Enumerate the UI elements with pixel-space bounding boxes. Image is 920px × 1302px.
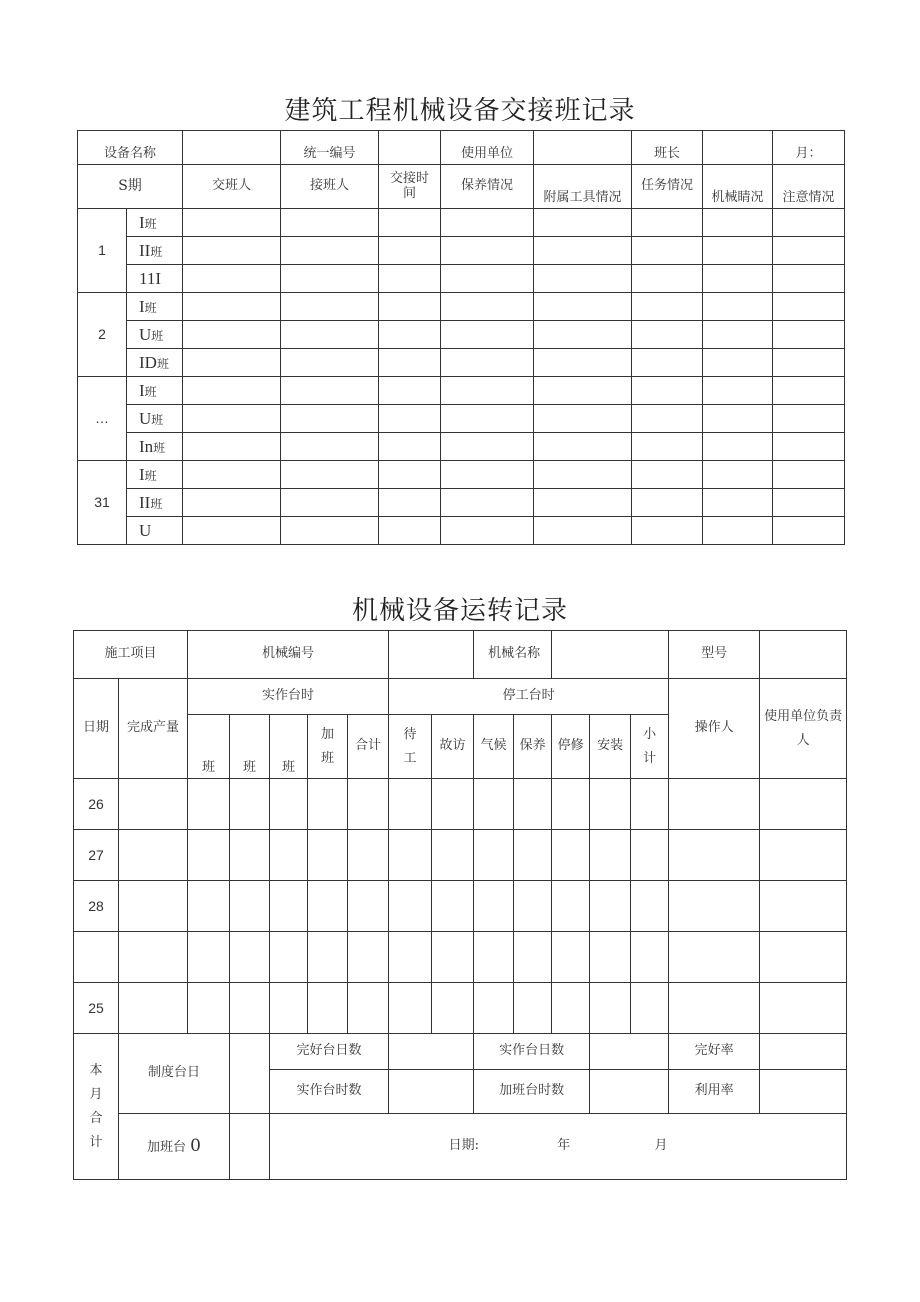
actual-days-label: 实作台日数: [474, 1034, 590, 1070]
shift-mark: I: [139, 380, 145, 400]
operation-cell[interactable]: [308, 881, 348, 932]
operation-cell[interactable]: [514, 881, 552, 932]
operation-cell[interactable]: [308, 983, 348, 1034]
handover-cell[interactable]: [632, 377, 703, 405]
handover-cell[interactable]: [379, 209, 441, 237]
shift-mark: U: [139, 324, 152, 344]
handover-cell[interactable]: [703, 237, 773, 265]
shift-label: [127, 517, 183, 545]
user-unit-label: 使用单位: [441, 131, 534, 165]
operation-cell[interactable]: [760, 983, 847, 1034]
operation-cell[interactable]: [552, 983, 590, 1034]
handover-cell[interactable]: [441, 265, 534, 293]
shift-suffix: 班: [151, 412, 164, 427]
unified-no-label: 统一编号: [281, 131, 379, 165]
operation-title: 机械设备运转记录: [351, 596, 568, 626]
operation-cell[interactable]: [669, 830, 760, 881]
col-handover-time: 交接时间: [379, 165, 441, 209]
col-date: S期: [78, 165, 183, 209]
overtime-days-field[interactable]: [230, 1114, 270, 1180]
shift-label: [127, 461, 183, 489]
operation-cell[interactable]: [552, 830, 590, 881]
operation-cell[interactable]: [514, 830, 552, 881]
col-op-maintenance: 保养: [514, 715, 552, 779]
operation-cell[interactable]: [432, 881, 474, 932]
shift-mark: U: [139, 520, 152, 540]
operation-cell[interactable]: [348, 932, 389, 983]
handover-cell[interactable]: [183, 405, 281, 433]
handover-cell[interactable]: [281, 377, 379, 405]
table-row: [74, 932, 847, 983]
operation-cell[interactable]: [474, 830, 514, 881]
col-fault: 故访: [432, 715, 474, 779]
table-row: [74, 779, 847, 830]
operation-cell[interactable]: [590, 779, 631, 830]
handover-cell[interactable]: [534, 377, 632, 405]
shift-mark: In: [139, 436, 154, 456]
handover-table: [77, 130, 845, 545]
col-shift3: 班: [270, 715, 308, 779]
operation-cell[interactable]: [552, 779, 590, 830]
handover-cell[interactable]: [534, 237, 632, 265]
shift-suffix: 班: [156, 356, 169, 371]
operation-cell[interactable]: [590, 830, 631, 881]
handover-cell[interactable]: [281, 237, 379, 265]
col-overtime: 加班: [308, 715, 348, 779]
handover-cell[interactable]: [773, 321, 845, 349]
operation-cell[interactable]: [669, 932, 760, 983]
overtime-days-cell: [119, 1114, 230, 1180]
handover-cell[interactable]: [773, 377, 845, 405]
operation-cell[interactable]: [389, 932, 432, 983]
operation-cell[interactable]: [590, 932, 631, 983]
shift-suffix: 班: [151, 328, 164, 343]
col-receiver: 接班人: [281, 165, 379, 209]
operation-cell[interactable]: [474, 983, 514, 1034]
shift-mark: I: [139, 464, 145, 484]
shift-label: [127, 433, 183, 461]
operation-cell[interactable]: [760, 932, 847, 983]
col-install: 安装: [590, 715, 631, 779]
shift-label: [127, 321, 183, 349]
col-stop-hours: 停工台时: [389, 679, 669, 715]
shift-label: [127, 265, 183, 293]
unified-no-field[interactable]: [379, 131, 441, 165]
handover-cell[interactable]: [534, 517, 632, 545]
operation-cell[interactable]: [348, 830, 389, 881]
handover-cell[interactable]: [379, 489, 441, 517]
handover-cell[interactable]: [183, 517, 281, 545]
operation-cell[interactable]: [188, 932, 230, 983]
handover-cell[interactable]: [773, 433, 845, 461]
handover-cell[interactable]: [441, 461, 534, 489]
handover-cell[interactable]: [703, 377, 773, 405]
handover-cell[interactable]: [281, 405, 379, 433]
actual-hours-field[interactable]: [389, 1070, 474, 1114]
handover-cell[interactable]: [379, 349, 441, 377]
operation-cell[interactable]: [270, 932, 308, 983]
user-unit-field[interactable]: [534, 131, 632, 165]
col-machine: 机械睛况: [703, 165, 773, 209]
shift-mark: I: [139, 296, 145, 316]
handover-cell[interactable]: [441, 293, 534, 321]
row-date: 28: [74, 881, 119, 932]
shift-label: [127, 349, 183, 377]
handover-cell[interactable]: [183, 237, 281, 265]
operation-cell[interactable]: [230, 932, 270, 983]
operation-cell[interactable]: [552, 932, 590, 983]
operation-cell[interactable]: [669, 779, 760, 830]
shift-suffix: 班: [150, 496, 163, 511]
handover-cell[interactable]: [534, 489, 632, 517]
handover-cell[interactable]: [441, 321, 534, 349]
shift-suffix: 班: [150, 244, 163, 259]
operation-cell[interactable]: [432, 932, 474, 983]
good-rate-field[interactable]: [760, 1034, 847, 1070]
table-row: [74, 881, 847, 932]
operation-rows: [74, 779, 847, 1034]
operation-cell[interactable]: [631, 932, 669, 983]
handover-cell[interactable]: [534, 405, 632, 433]
handover-cell[interactable]: [534, 293, 632, 321]
shift-suffix: 班: [153, 440, 166, 455]
shift-suffix: 班: [144, 384, 157, 399]
handover-cell[interactable]: [183, 293, 281, 321]
overtime-days-label: 加班台: [147, 1139, 187, 1155]
handover-cell[interactable]: [534, 321, 632, 349]
handover-cell[interactable]: [379, 405, 441, 433]
handover-cell[interactable]: [773, 405, 845, 433]
handover-cell[interactable]: [441, 377, 534, 405]
operation-cell[interactable]: [631, 983, 669, 1034]
handover-cell[interactable]: [281, 461, 379, 489]
operation-cell[interactable]: [389, 983, 432, 1034]
machine-name-field[interactable]: [552, 631, 669, 679]
handover-cell[interactable]: [281, 265, 379, 293]
handover-cell[interactable]: [632, 209, 703, 237]
operation-cell[interactable]: [389, 881, 432, 932]
operation-cell[interactable]: [308, 932, 348, 983]
handover-cell[interactable]: [703, 265, 773, 293]
col-accessories: 附属工具情况: [534, 165, 632, 209]
handover-cell[interactable]: [183, 321, 281, 349]
handover-cell[interactable]: [773, 237, 845, 265]
operation-cell[interactable]: [348, 779, 389, 830]
machine-no-field[interactable]: [389, 631, 474, 679]
handover-cell[interactable]: [441, 405, 534, 433]
team-leader-field[interactable]: [703, 131, 773, 165]
operation-cell[interactable]: [119, 779, 188, 830]
shift-label: [127, 237, 183, 265]
summary-label: 本月合计: [74, 1034, 119, 1180]
system-days-label: 制度台日: [119, 1034, 230, 1114]
handover-cell[interactable]: [441, 517, 534, 545]
handover-cell[interactable]: [534, 461, 632, 489]
handover-cell[interactable]: [441, 237, 534, 265]
equip-name-label: 设备名称: [78, 131, 183, 165]
model-field[interactable]: [760, 631, 847, 679]
month-label: 月：: [773, 131, 845, 165]
operation-cell[interactable]: [552, 881, 590, 932]
day-number: 2: [78, 293, 127, 377]
handover-cell[interactable]: [441, 349, 534, 377]
handover-cell[interactable]: [379, 237, 441, 265]
operation-cell[interactable]: [474, 932, 514, 983]
operation-table: [73, 630, 847, 1180]
handover-cell[interactable]: [773, 265, 845, 293]
operation-cell[interactable]: [631, 881, 669, 932]
row-date: [74, 932, 119, 983]
handover-cell[interactable]: [703, 517, 773, 545]
operation-cell[interactable]: [230, 881, 270, 932]
operation-cell[interactable]: [514, 983, 552, 1034]
operation-cell[interactable]: [230, 983, 270, 1034]
overtime-days-zero: 0: [190, 1135, 201, 1156]
handover-cell[interactable]: [632, 461, 703, 489]
month-label-2: 月: [654, 1138, 668, 1154]
col-handover-person: 交班人: [183, 165, 281, 209]
handover-cell[interactable]: [281, 517, 379, 545]
shift-mark: II: [139, 240, 151, 260]
handover-title: 建筑工程机械设备交接班记录: [284, 96, 636, 126]
overtime-hours-label: 加班台时数: [474, 1070, 590, 1114]
date-cell[interactable]: [270, 1114, 847, 1180]
col-subtotal: 小计: [631, 715, 669, 779]
handover-cell[interactable]: [534, 265, 632, 293]
shift-mark: II: [139, 492, 151, 512]
handover-cell[interactable]: [632, 349, 703, 377]
handover-cell[interactable]: [281, 209, 379, 237]
handover-cell[interactable]: [183, 349, 281, 377]
operation-cell[interactable]: [308, 779, 348, 830]
col-op-date: 日期: [74, 679, 119, 779]
operation-cell[interactable]: [669, 881, 760, 932]
operation-cell[interactable]: [389, 830, 432, 881]
col-repair: 停修: [552, 715, 590, 779]
good-rate-label: 完好率: [669, 1034, 760, 1070]
operation-cell[interactable]: [432, 779, 474, 830]
col-task: 任务情况: [632, 165, 703, 209]
shift-suffix: 班: [144, 300, 157, 315]
handover-cell[interactable]: [773, 349, 845, 377]
handover-cell[interactable]: [773, 489, 845, 517]
shift-suffix: 班: [144, 468, 157, 483]
operation-cell[interactable]: [270, 881, 308, 932]
operation-cell[interactable]: [474, 881, 514, 932]
date-label: 日期:: [448, 1138, 479, 1154]
model-label: 型号: [669, 631, 760, 679]
handover-cell[interactable]: [703, 349, 773, 377]
col-maintenance: 保养情况: [441, 165, 534, 209]
handover-cell[interactable]: [703, 461, 773, 489]
handover-cell[interactable]: [773, 517, 845, 545]
shift-label: [127, 209, 183, 237]
handover-cell[interactable]: [632, 321, 703, 349]
handover-cell[interactable]: [703, 489, 773, 517]
shift-mark: ID: [139, 352, 157, 372]
operation-cell[interactable]: [432, 830, 474, 881]
machine-no-label: 机械编号: [188, 631, 389, 679]
handover-cell[interactable]: [703, 405, 773, 433]
handover-cell[interactable]: [379, 461, 441, 489]
table-row: [74, 830, 847, 881]
row-date: 25: [74, 983, 119, 1034]
handover-cell[interactable]: [379, 377, 441, 405]
col-notes: 注意情况: [773, 165, 845, 209]
operation-cell[interactable]: [514, 932, 552, 983]
project-label: 施工项目: [74, 631, 188, 679]
handover-cell[interactable]: [703, 209, 773, 237]
handover-cell[interactable]: [632, 489, 703, 517]
handover-cell[interactable]: [281, 349, 379, 377]
handover-cell[interactable]: [379, 321, 441, 349]
handover-cell[interactable]: [281, 433, 379, 461]
operation-cell[interactable]: [474, 779, 514, 830]
handover-cell[interactable]: [281, 321, 379, 349]
handover-cell[interactable]: [183, 489, 281, 517]
col-operator: 操作人: [669, 679, 760, 779]
operation-cell[interactable]: [270, 983, 308, 1034]
shift-label: [127, 489, 183, 517]
operation-cell[interactable]: [308, 830, 348, 881]
operation-cell[interactable]: [188, 830, 230, 881]
shift-mark: U: [139, 408, 152, 428]
day-number: 31: [78, 461, 127, 545]
operation-cell[interactable]: [348, 881, 389, 932]
handover-cell[interactable]: [632, 265, 703, 293]
operation-cell[interactable]: [188, 779, 230, 830]
operation-cell[interactable]: [432, 983, 474, 1034]
operation-cell[interactable]: [119, 830, 188, 881]
col-unit-owner: 使用单位负责人: [760, 679, 847, 779]
handover-cell[interactable]: [281, 293, 379, 321]
operation-cell[interactable]: [270, 830, 308, 881]
operation-cell[interactable]: [631, 830, 669, 881]
actual-hours-label: 实作台时数: [270, 1070, 389, 1114]
shift-label: [127, 293, 183, 321]
handover-cell[interactable]: [379, 265, 441, 293]
handover-cell[interactable]: [379, 433, 441, 461]
handover-cell[interactable]: [534, 349, 632, 377]
handover-cell[interactable]: [632, 237, 703, 265]
operation-cell[interactable]: [188, 881, 230, 932]
operation-cell[interactable]: [119, 983, 188, 1034]
col-waiting: 待工: [389, 715, 432, 779]
good-days-field[interactable]: [389, 1034, 474, 1070]
operation-cell[interactable]: [270, 779, 308, 830]
good-days-label: 完好台日数: [270, 1034, 389, 1070]
col-actual-hours: 实作台时: [188, 679, 389, 715]
machine-name-label: 机械名称: [474, 631, 552, 679]
operation-cell[interactable]: [230, 779, 270, 830]
operation-cell[interactable]: [188, 983, 230, 1034]
handover-cell[interactable]: [183, 265, 281, 293]
handover-cell[interactable]: [281, 489, 379, 517]
shift-label: [127, 377, 183, 405]
shift-label: [127, 405, 183, 433]
shift-mark: 11I: [139, 268, 162, 288]
year-label: 年: [557, 1138, 571, 1154]
handover-cell[interactable]: [183, 461, 281, 489]
operation-cell[interactable]: [590, 881, 631, 932]
operation-cell[interactable]: [230, 830, 270, 881]
operation-cell[interactable]: [119, 881, 188, 932]
operation-cell[interactable]: [514, 779, 552, 830]
shift-mark: I: [139, 212, 145, 232]
table-row: [74, 983, 847, 1034]
handover-cell[interactable]: [632, 293, 703, 321]
system-days-field[interactable]: [230, 1034, 270, 1114]
use-rate-field[interactable]: [760, 1070, 847, 1114]
operation-cell[interactable]: [760, 881, 847, 932]
overtime-hours-field[interactable]: [590, 1070, 669, 1114]
operation-cell[interactable]: [389, 779, 432, 830]
team-leader-label: 班长: [632, 131, 703, 165]
handover-cell[interactable]: [703, 433, 773, 461]
handover-cell[interactable]: [632, 517, 703, 545]
row-date: 27: [74, 830, 119, 881]
handover-cell[interactable]: [441, 209, 534, 237]
handover-cell[interactable]: [379, 517, 441, 545]
day-number: 1: [78, 209, 127, 293]
handover-cell[interactable]: [703, 293, 773, 321]
col-shift1: 班: [188, 715, 230, 779]
handover-cell[interactable]: [183, 377, 281, 405]
handover-cell[interactable]: [379, 293, 441, 321]
use-rate-label: 利用率: [669, 1070, 760, 1114]
handover-cell[interactable]: [534, 433, 632, 461]
handover-cell[interactable]: [183, 433, 281, 461]
handover-cell[interactable]: [534, 209, 632, 237]
col-weather: 气候: [474, 715, 514, 779]
handover-cell[interactable]: [441, 433, 534, 461]
col-output: 完成产量: [119, 679, 188, 779]
handover-cell[interactable]: [183, 209, 281, 237]
handover-cell[interactable]: [632, 405, 703, 433]
shift-suffix: 班: [144, 216, 157, 231]
handover-cell[interactable]: [703, 321, 773, 349]
operation-cell[interactable]: [348, 983, 389, 1034]
handover-cell[interactable]: [441, 489, 534, 517]
actual-days-field[interactable]: [590, 1034, 669, 1070]
col-total: 合计: [348, 715, 389, 779]
handover-cell[interactable]: [773, 209, 845, 237]
col-shift2: 班: [230, 715, 270, 779]
handover-cell[interactable]: [773, 293, 845, 321]
operation-cell[interactable]: [119, 932, 188, 983]
operation-cell[interactable]: [631, 779, 669, 830]
handover-rows: [78, 209, 845, 545]
row-date: 26: [74, 779, 119, 830]
operation-cell[interactable]: [669, 983, 760, 1034]
operation-cell[interactable]: [760, 779, 847, 830]
handover-cell[interactable]: [773, 461, 845, 489]
equip-name-field[interactable]: [183, 131, 281, 165]
operation-cell[interactable]: [590, 983, 631, 1034]
day-number: …: [78, 377, 127, 461]
handover-cell[interactable]: [632, 433, 703, 461]
operation-cell[interactable]: [760, 830, 847, 881]
